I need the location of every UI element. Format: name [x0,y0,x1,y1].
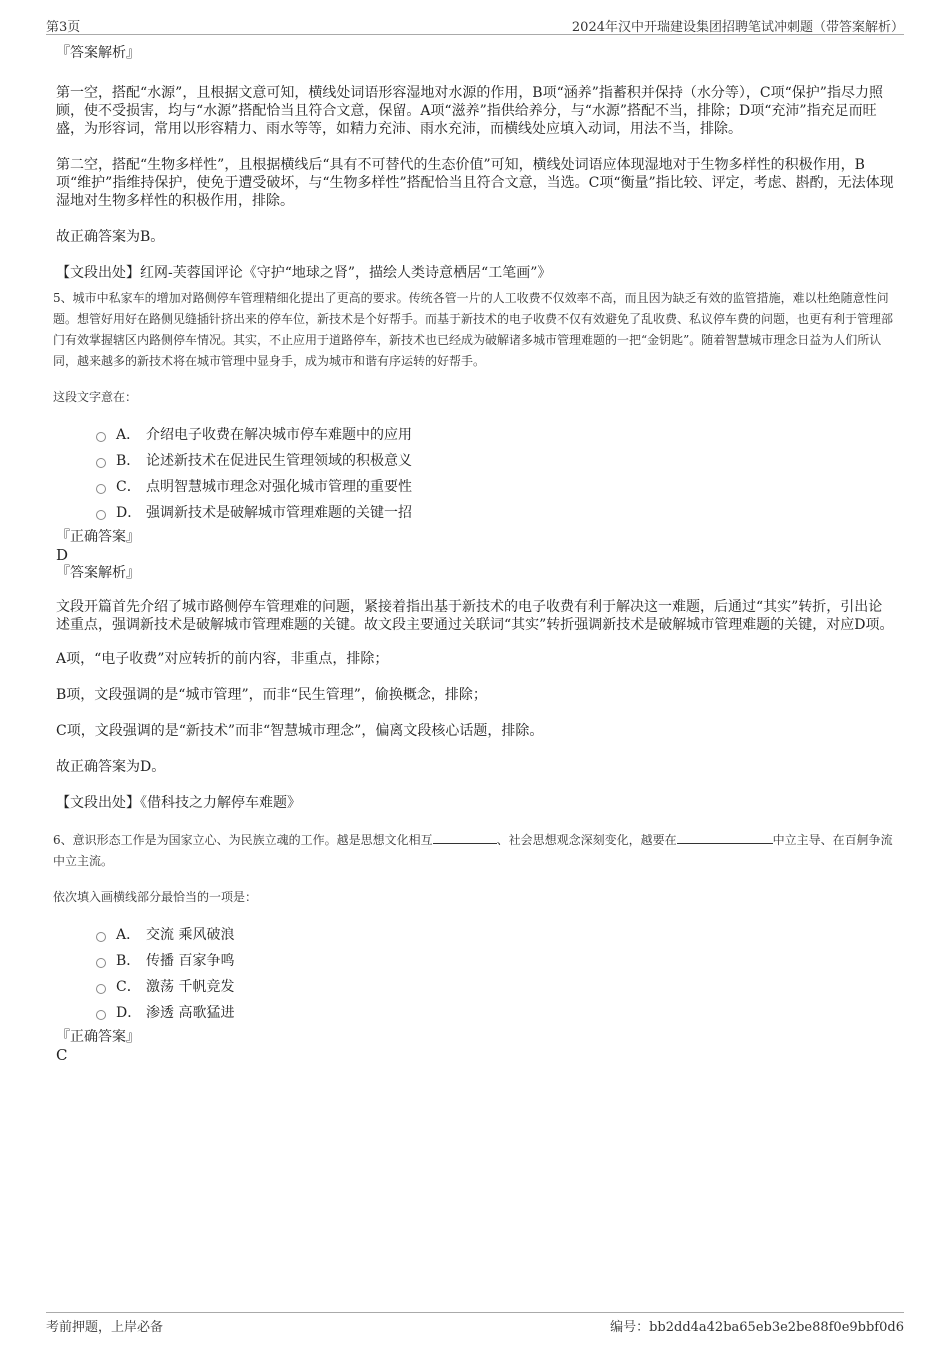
radio-button-icon[interactable] [96,1010,106,1020]
radio-button-icon[interactable] [96,932,106,942]
q5-analysis-label: 『答案解析』 [56,565,140,581]
page-content [53,44,896,1064]
q5-analysis-p1: 文段开篇首先介绍了城市路侧停车管理难的问题，紧接着指出基于新技术的电子收费有利于解决这一难题，后通过“其实”转折，引出论述重点，强调新技术是破解城市管理难题的关键。故文段主要通过关联词“其实”转折强调新技术是破解城市管理难题的关键，对应D项。 [56,599,894,633]
fill-blank-2 [677,831,773,844]
q5-source: 【文段出处】《借科技之力解停车难题》 [56,795,301,811]
page-number: 第3页 [46,20,81,35]
q5-option-a[interactable]: A． 介绍电子收费在解决城市停车难题中的应用 [96,426,896,444]
radio-button-icon[interactable] [96,432,106,442]
q5-answer: D [56,546,69,564]
q5-question-text: 5、城市中私家车的增加对路侧停车管理精细化提出了更高的要求。传统各管一片的人工收费不仅效率不高，而且因为缺乏有效的监管措施，难以杜绝随意性问题。想管好用好在路侧见缝插针挤出来的停车位，新技术是个好帮手。而基于新技术的电子收费不仅有效避免了乱收费、私议停车费的问题，也更有利于管理部门有效掌握辖区内路侧停车情况。其实，不止应用于道路停车，新技术也已经成为破解诸多城市管理难题的一把“金钥匙”。随着智慧城市理念日益为人们所认同，越来越多的新技术将在城市管理中显身手，成为城市和谐有序运转的好帮手。 [53,291,894,368]
q5-conclusion: 故正确答案为D。 [56,759,166,775]
q5-analysis-b: B项，文段强调的是“城市管理”，而非“民生管理”，偷换概念，排除； [56,687,487,703]
q6-option-c[interactable]: C． 激荡 千帆竞发 [96,978,896,996]
page-footer [46,1312,904,1333]
q5-analysis-a: A项，“电子收费”对应转折的前内容，非重点，排除； [56,651,389,667]
q5-analysis-c: C项，文段强调的是“新技术”而非“智慧城市理念”，偏离文段核心话题，排除。 [56,723,544,739]
page-header [46,14,904,35]
q6-answer-label: 『正确答案』 [56,1029,140,1045]
q5-options [56,426,896,522]
q6-options [56,926,896,1022]
q5-option-d[interactable]: D． 强调新技术是破解城市管理难题的关键一招 [96,504,896,522]
radio-button-icon[interactable] [96,984,106,994]
q6-option-b[interactable]: B． 传播 百家争鸣 [96,952,896,970]
fill-blank-1 [433,831,497,844]
footer-slogan: 考前押题，上岸必备 [46,1320,164,1335]
q5-prompt: 这段文字意在： [53,390,138,404]
radio-button-icon[interactable] [96,458,106,468]
q6-question-text: 6、意识形态工作是为国家立心、为民族立魂的工作。越是思想文化相互 、社会思想观念深刻变化，越要在 中立主导、在百舸争流中立主流。 [53,833,893,868]
q6-answer: C [56,1046,68,1064]
q5-answer-label: 『正确答案』 [56,529,140,545]
radio-button-icon[interactable] [96,510,106,520]
q4-analysis-label: 『答案解析』 [56,45,140,61]
q6-option-d[interactable]: D． 渗透 高歌猛进 [96,1004,896,1022]
q4-source: 【文段出处】红网-芙蓉国评论《守护“地球之肾”，描绘人类诗意栖居“工笔画”》 [56,265,552,281]
q4-analysis-p2: 第二空，搭配“生物多样性”，且根据横线后“具有不可替代的生态价值”可知，横线处词语应体现湿地对于生物多样性的积极作用，B项“维护”指维持保护，使免于遭受破坏，与“生物多样性”搭配恰当且符合文意，当选。C项“衡量”指比较、评定，考虑、斟酌，无法体现湿地对生物多样性的积极作用，排除。 [56,157,894,209]
q5-option-b[interactable]: B． 论述新技术在促进民生管理领域的积极意义 [96,452,896,470]
q4-analysis-p1: 第一空，搭配“水源”，且根据文意可知，横线处词语形容湿地对水源的作用，B项“涵养”指蓄积并保持（水分等），C项“保护”指尽力照顾，使不受损害，均与“水源”搭配恰当且符合文意，保留。A项“滋养”指供给养分，与“水源”搭配不当，排除；D项“充沛”指充足而旺盛，为形容词，常用以形容精力、雨水等等，如精力充沛、雨水充沛，而横线处应填入动词，用法不当，排除。 [56,85,883,137]
document-id: 编号：bb2dd4a42ba65eb3e2be88f0e9bbf0d6 [610,1320,904,1335]
q6-prompt: 依次填入画横线部分最恰当的一项是： [53,890,258,904]
q5-option-c[interactable]: C． 点明智慧城市理念对强化城市管理的重要性 [96,478,896,496]
q6-option-a[interactable]: A． 交流 乘风破浪 [96,926,896,944]
q4-conclusion: 故正确答案为B。 [56,229,165,245]
document-title: 2024年汉中开瑞建设集团招聘笔试冲刺题（带答案解析） [571,20,904,35]
radio-button-icon[interactable] [96,484,106,494]
radio-button-icon[interactable] [96,958,106,968]
